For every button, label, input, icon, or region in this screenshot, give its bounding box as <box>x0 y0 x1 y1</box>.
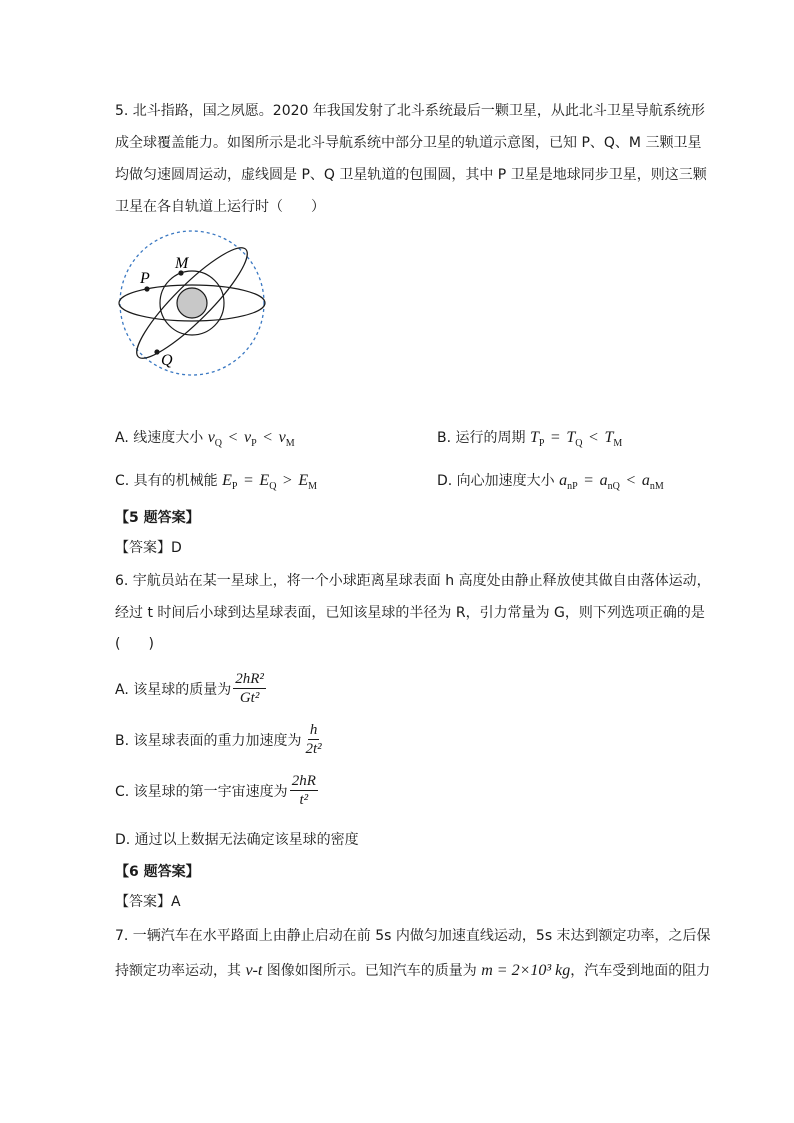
satellite-p-dot <box>144 286 149 291</box>
vt-symbol: v-t <box>245 962 263 979</box>
q5-line-2: 成全球覆盖能力。如图所示是北斗导航系统中部分卫星的轨道示意图，已知 P、Q、M 三颗卫星 <box>115 135 702 151</box>
q6-line-3: ( ) <box>115 636 154 652</box>
q6-answer: 【答案】A <box>115 894 181 910</box>
orbit-diagram <box>112 225 272 385</box>
q6-option-d: D. 通过以上数据无法确定该星球的密度 <box>115 832 359 848</box>
q5-option-c: C. 具有的机械能 $E_P = E_Q > E_M$ <box>115 472 318 492</box>
q6-line-1: 6. 宇航员站在某一星球上，将一个小球距离星球表面 h 高度处由静止释放使其做自由落体运动， <box>115 573 711 589</box>
satellite-q-dot <box>154 349 159 354</box>
q6-option-b-fraction: $\frac{h}{\text{2t²}}$ <box>305 722 322 757</box>
label-m: M <box>175 255 189 272</box>
q5-option-b: B. 运行的周期 $T_P = T_Q < T_M$ <box>437 429 623 449</box>
q6-option-c: C. 该星球的第一宇宙速度为 $\frac{2hR}{\text{t²}}$ <box>115 773 316 808</box>
mass-formula: m = 2×10³ kg <box>481 962 571 979</box>
q6-line-2: 经过 t 时间后小球到达星球表面，已知该星球的半径为 R，引力常量为 G，则下列选项正确的是 <box>115 605 705 621</box>
label-q: Q <box>161 352 173 369</box>
q6-answer-header: 【6 题答案】 <box>115 864 200 880</box>
q5-option-d: D. 向心加速度大小 $a_{nP} = a_{nQ} < a_{nM}$ <box>437 472 664 492</box>
q6-option-a-fraction: $\frac{\text{2hR²}}{\text{Gt²}}$ <box>235 671 264 706</box>
earth <box>177 288 207 318</box>
q5-answer: 【答案】D <box>115 540 182 556</box>
q5-answer-header: 【5 题答案】 <box>115 510 200 526</box>
q5-line-1: 5. 北斗指路，国之夙愿。2020 年我国发射了北斗系统最后一颗卫星，从此北斗卫星导航系统形 <box>115 103 705 119</box>
q7-line-1: 7. 一辆汽车在水平路面上由静止启动在前 5s 内做匀加速直线运动，5s 末达到额定功率，之后保 <box>115 928 711 944</box>
q7-line-2: 持额定功率运动，其 v-t 图像如图所示。已知汽车的质量为 m = 2×10³ kg，汽车受到地面的阻力 <box>115 962 711 979</box>
q5-line-4: 卫星在各自轨道上运行时（ ） <box>115 199 325 215</box>
q6-option-c-fraction: $\frac{2hR}{\text{t²}}$ <box>291 773 316 808</box>
label-p: P <box>140 270 150 287</box>
q5-option-a: A. 线速度大小 $v_Q < v_P < v_M$ <box>115 429 295 449</box>
q6-option-a: A. 该星球的质量为 $\frac{\text{2hR²}}{\text{Gt²}}$ <box>115 671 264 706</box>
q6-option-b: B. 该星球表面的重力加速度为 $\frac{h}{\text{2t²}}$ <box>115 722 322 757</box>
q5-line-3: 均做匀速圆周运动，虚线圆是 P、Q 卫星轨道的包围圆，其中 P 卫星是地球同步卫星，则这三颗 <box>115 167 707 183</box>
